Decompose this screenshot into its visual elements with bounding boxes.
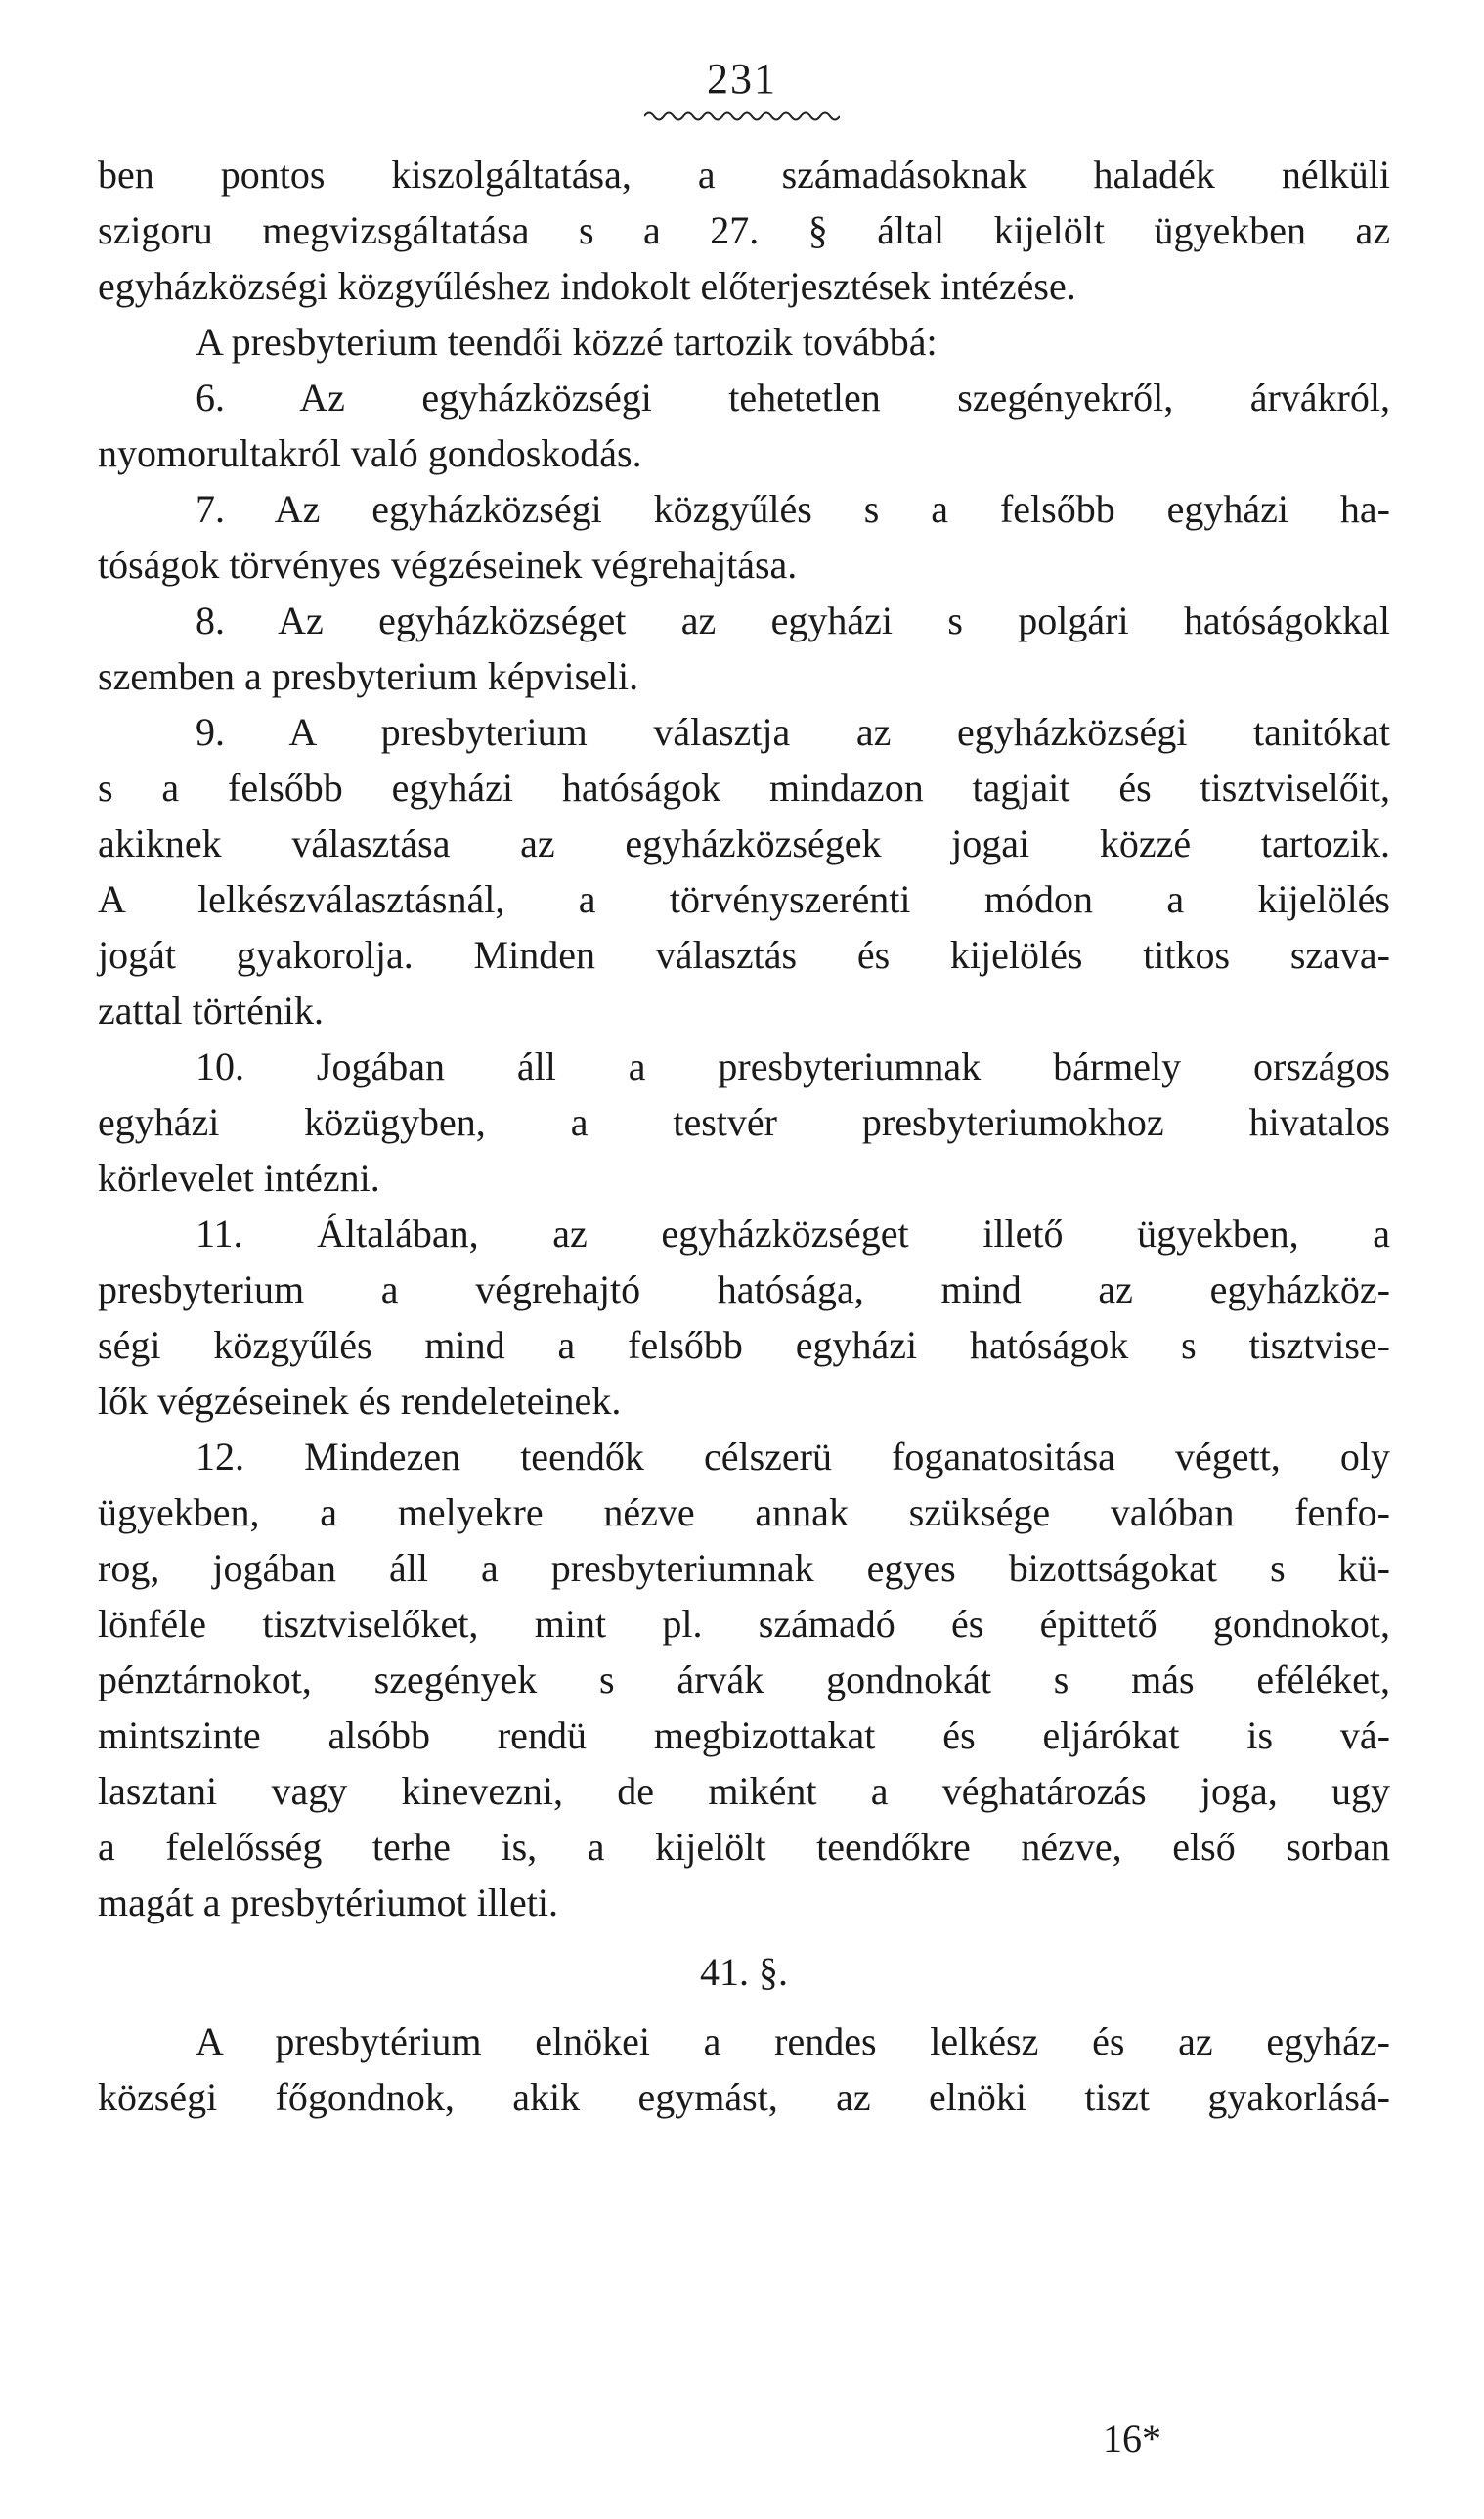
text-line: szigoru megvizsgáltatása s a 27. § által kijelölt ügyekben az: [98, 208, 1390, 252]
text-line: községi főgondnok, akik egymást, az elnöki tiszt gyakorlásá-: [98, 2075, 1390, 2119]
section-heading: 41. §.: [700, 1950, 788, 1994]
printer-signature: 16*: [1103, 2416, 1161, 2460]
text-line: ügyekben, a melyekre nézve annak szüksége valóban fenfo-: [98, 1490, 1390, 1534]
text-line: szemben a presbyterium képviseli.: [98, 654, 639, 698]
text-line: lönféle tisztviselőket, mint pl. számadó és épittető gondnokot,: [98, 1602, 1390, 1646]
text-line: A presbyterium teendői közzé tartozik továbbá:: [196, 320, 938, 364]
text-line: pénztárnokot, szegények s árvák gondnokát s más eféléket,: [98, 1657, 1390, 1701]
text-line: lasztani vagy kinevezni, de miként a véghatározás joga, ugy: [98, 1769, 1390, 1813]
text-line: s a felsőbb egyházi hatóságok mindazon tagjait és tisztviselőit,: [98, 766, 1390, 810]
text-line: 10. Jogában áll a presbyteriumnak bármely országos: [196, 1044, 1390, 1088]
text-line: lők végzéseinek és rendeleteinek.: [98, 1379, 622, 1423]
text-line: presbyterium a végrehajtó hatósága, mind az egyházköz-: [98, 1267, 1390, 1311]
text-line: 8. Az egyházközséget az egyházi s polgári hatóságokkal: [196, 598, 1390, 642]
wavy-rule-ornament: [644, 110, 840, 123]
text-line: 12. Mindezen teendők célszerü foganatositása végett, oly: [196, 1435, 1390, 1479]
text-line: ben pontos kiszolgáltatása, a számadásoknak haladék nélküli: [98, 153, 1390, 197]
text-line: 6. Az egyházközségi tehetetlen szegényekről, árvákról,: [196, 376, 1390, 420]
text-line: körlevelet intézni.: [98, 1156, 380, 1200]
text-line: ségi közgyűlés mind a felsőbb egyházi hatóságok s tisztvise-: [98, 1323, 1390, 1367]
text-line: egyházi közügyben, a testvér presbyteriumokhoz hivatalos: [98, 1100, 1390, 1144]
text-line: rog, jogában áll a presbyteriumnak egyes bizottságokat s kü-: [98, 1546, 1390, 1590]
text-line: a felelősség terhe is, a kijelölt teendőkre nézve, első sorban: [98, 1825, 1390, 1869]
text-line: jogát gyakorolja. Minden választás és kijelölés titkos szava-: [98, 933, 1390, 977]
text-line: akiknek választása az egyházközségek jogai közzé tartozik.: [98, 821, 1390, 865]
text-line: nyomorultakról való gondoskodás.: [98, 431, 642, 475]
page-number: 231: [707, 55, 777, 103]
body-text: [98, 147, 1390, 2125]
text-line: A presbytérium elnökei a rendes lelkész és az egyház-: [196, 2019, 1390, 2063]
text-line: tóságok törvényes végzéseinek végrehajtása.: [98, 543, 798, 587]
text-line: A lelkészválasztásnál, a törvényszerénti módon a kijelölés: [98, 877, 1390, 921]
text-line: 11. Általában, az egyházközséget illető ügyekben, a: [196, 1212, 1390, 1256]
text-line: egyházközségi közgyűléshez indokolt előterjesztések intézése.: [98, 264, 1076, 308]
text-line: mintszinte alsóbb rendü megbizottakat és eljárókat is vá-: [98, 1713, 1390, 1757]
text-line: zattal történik.: [98, 989, 325, 1033]
text-line: magát a presbytériumot illeti.: [98, 1880, 558, 1924]
text-line: 9. A presbyterium választja az egyházközségi tanitókat: [196, 710, 1390, 754]
text-line: 7. Az egyházközségi közgyűlés s a felsőbb egyházi ha-: [196, 487, 1390, 531]
